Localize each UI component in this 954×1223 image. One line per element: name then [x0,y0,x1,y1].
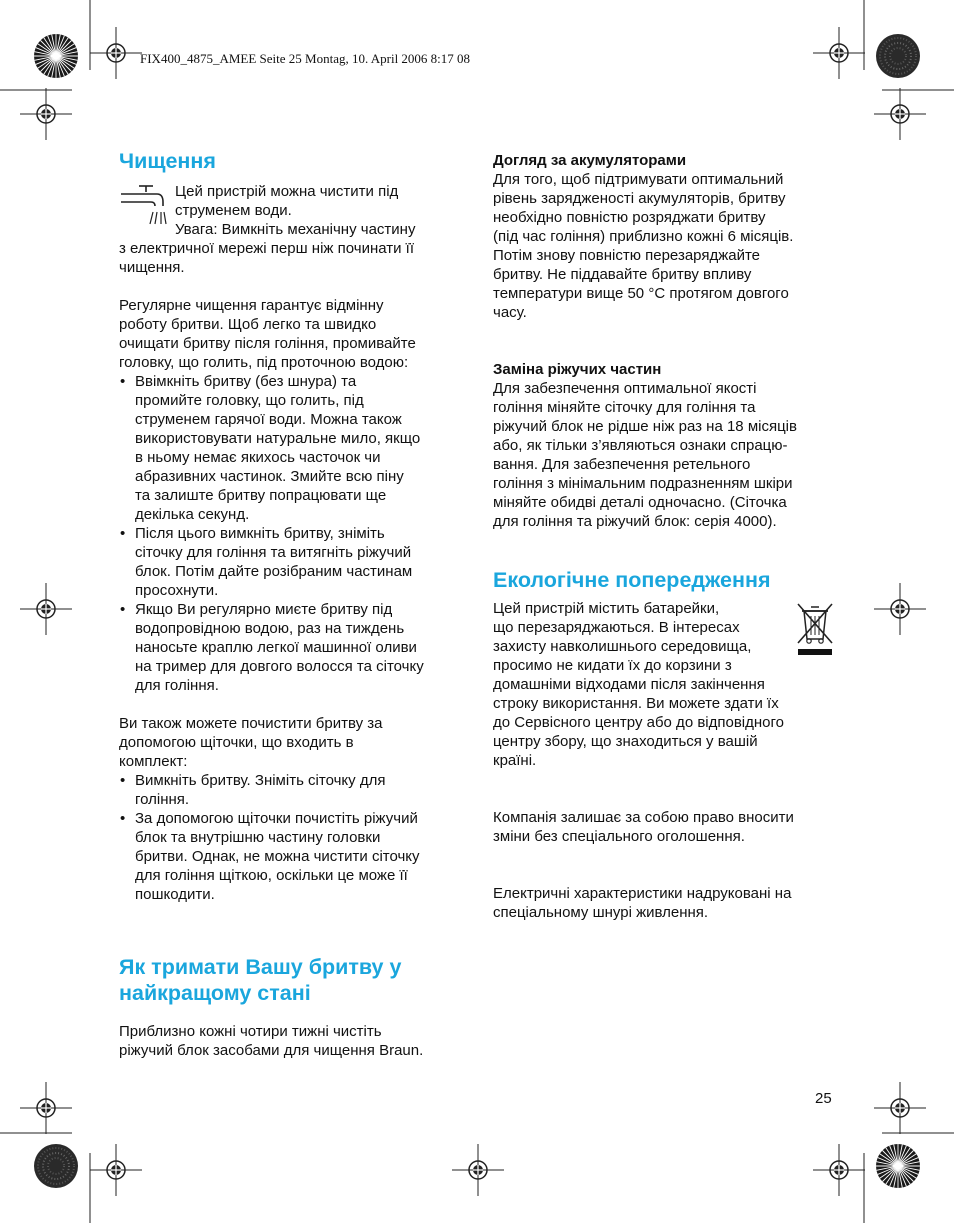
eco-line-6: строку використання. Ви можете здати їх [493,695,779,712]
eco-line-1: Цей пристрій містить батарейки, [493,600,720,617]
notice-line-1: Компанія залишає за собою право вносити [493,809,794,826]
parts-line-1: Для забезпечення оптимальної якості [493,380,757,397]
cleaning-intro-line-1: Цей пристрій можна чистити під [175,183,399,200]
eco-line-7: до Сервісного центру або до відповідного [493,714,785,731]
parts-line-8: для гоління та ріжучий блок: серія 4000). [493,513,777,530]
parts-line-6: гоління з мінімальним подразненням шкіри [493,475,793,492]
keep-para-line-2: ріжучий блок засобами для чищення Braun. [119,1042,424,1059]
cleaning-para2-line-3: очищати бритву після гоління, промивайте [119,335,416,352]
bullet-line: • За допомогою щіточки почистіть ріжучий [135,810,418,827]
eco-line-2: що перезаряджаються. В інтересах [493,619,740,636]
right-column [493,151,836,922]
cleaning-para3-line-2: допомогою щіточки, що входить в [119,734,354,751]
bullet-line: сіточку для гоління та витягніть ріжучий [135,544,412,561]
crossed-out-wheelie-bin-icon [794,601,836,657]
bullet-line: гоління. [135,791,190,808]
list-item [119,372,461,524]
cleaning-warning-line-1: Увага: Вимкніть механічну частину [175,221,416,238]
cleaning-para2-line-2: роботу бритви. Щоб легко та швидко [119,316,377,333]
cleaning-intro-line-2: струменем води. [175,202,292,219]
bullet-line: • Вимкніть бритву. Зніміть сіточку для [135,772,386,789]
battery-line-8: часу. [493,304,527,321]
list-item [119,809,461,904]
cleaning-bullets-2 [119,771,461,904]
eco-line-3: захисту навколишнього середовища, [493,638,752,655]
keep-heading-line-1: Як тримати Вашу бритву у [119,955,402,979]
bullet-line: для гоління. [135,677,219,694]
parts-line-2: гоління міняйте сіточку для гоління та [493,399,756,416]
parts-line-4: або, як тільки з’являються ознаки спрацю- [493,437,788,454]
parts-line-5: вання. Для забезпечення ретельного [493,456,751,473]
page-number: 25 [815,1090,832,1107]
bullet-line: блок та внутрішню частину головки [135,829,381,846]
electric-line-2: спеціальному шнурі живлення. [493,904,709,921]
battery-line-7: температури вище 50 °C протягом довгого [493,285,789,302]
bullet-line: блок. Потім дайте розібраним частинам [135,563,413,580]
cleaning-para2-line-1: Регулярне чищення гарантує відмінну [119,297,384,314]
bullet-line: для гоління щіткою, оскільки це може її [135,867,408,884]
cleaning-warning-line-3: чищення. [119,259,185,276]
bullet-line: струменем гарячої води. Можна також [135,411,402,428]
bullet-line: на тример для довгого волосся та сіточку [135,658,424,675]
bullet-line: • Після цього вимкніть бритву, зніміть [135,525,385,542]
bullet-line: водопровідною водою, раз на тиждень [135,620,405,637]
battery-line-3: необхідно повністю розряджати бритву [493,209,766,226]
battery-line-4: (під час гоління) приблизно кожні 6 місяців. [493,228,794,245]
battery-line-6: бритву. Не піддавайте бритву впливу [493,266,752,283]
notice-line-2: зміни без спеціального оголошення. [493,828,745,845]
water-tap-icon [119,184,167,230]
parts-line-3: ріжучий блок не рідше ніж раз на 18 місяців [493,418,797,435]
list-item [119,771,461,809]
bullet-line: в ньому немає якихось часточок чи [135,449,381,466]
eco-heading: Екологічне попередження [493,568,771,592]
list-item [119,524,461,600]
cleaning-para2-line-4: головку, що голить, під проточною водою: [119,354,409,371]
keep-heading-line-2: найкращому стані [119,981,311,1005]
bullet-line: абразивних частинок. Змийте всю піну [135,468,404,485]
eco-line-4: просимо не кидати їх до корзини з [493,657,732,674]
list-item [119,600,461,695]
bullet-line: бритви. Однак, не можна чистити сіточку [135,848,420,865]
keep-para-line-1: Приблизно кожні чотири тижні чистіть [119,1023,382,1040]
cleaning-bullets-1 [119,372,461,695]
parts-line-7: міняйте обидві деталі одночасно. (Сіточка [493,494,787,511]
battery-line-5: Потім знову повністю перезаряджайте [493,247,761,264]
parts-heading: Заміна ріжучих частин [493,361,662,378]
left-column [119,148,461,1060]
battery-heading: Догляд за акумуляторами [493,152,687,169]
cleaning-heading: Чищення [119,149,216,173]
battery-line-1: Для того, щоб підтримувати оптимальний [493,171,784,188]
bullet-line: просохнути. [135,582,219,599]
bullet-line: пошкодити. [135,886,215,903]
bullet-line: використовувати натуральне мило, якщо [135,430,421,447]
eco-line-9: країні. [493,752,537,769]
bullet-line: декілька секунд. [135,506,250,523]
battery-line-2: рівень зарядженості акумуляторів, бритву [493,190,786,207]
print-header: FIX400_4875_AMEE Seite 25 Montag, 10. April 2006 8:17 08 [140,51,471,66]
bullet-line: • Якщо Ви регулярно миєте бритву під [135,601,393,618]
electric-line-1: Електричні характеристики надруковані на [493,885,792,902]
bullet-line: та залиште бритву попрацювати ще [135,487,387,504]
cleaning-para3-line-1: Ви також можете почистити бритву за [119,715,383,732]
bullet-line: наносьте краплю легкої машинної оливи [135,639,417,656]
bullet-line: • Ввімкніть бритву (без шнура) та [135,373,357,390]
bullet-line: промийте головку, що голить, під [135,392,364,409]
eco-line-5: домашніми відходами після закінчення [493,676,765,693]
eco-line-8: центру збору, що знаходиться у вашій [493,733,758,750]
cleaning-para3-line-3: комплект: [119,753,188,770]
cleaning-warning-line-2: з електричної мережі перш ніж починати її [119,240,414,257]
